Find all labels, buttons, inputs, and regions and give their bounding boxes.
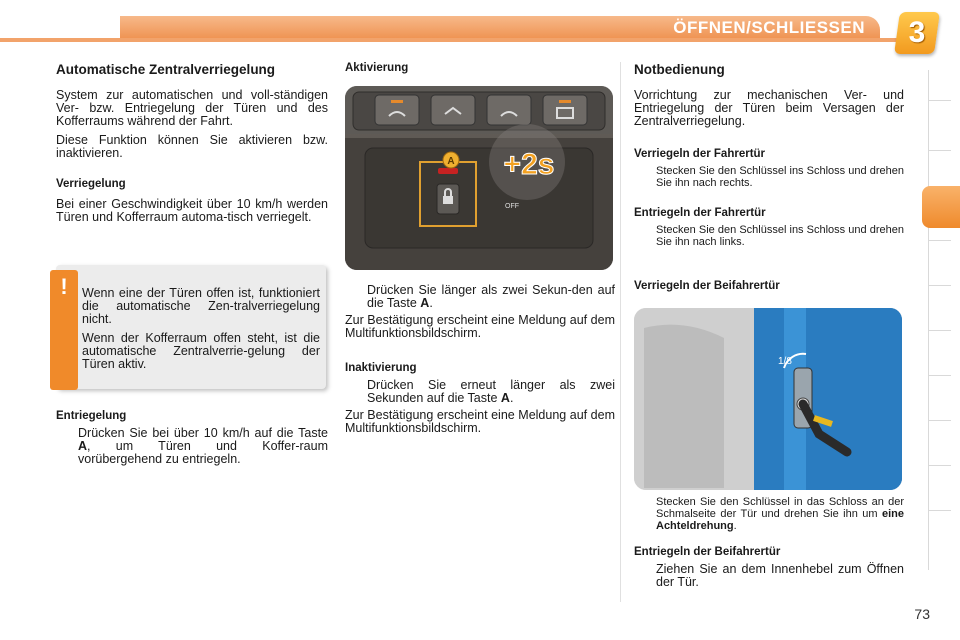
key-label: A <box>78 439 88 453</box>
tab-divider <box>929 240 951 241</box>
lock-driver-bullet <box>634 165 904 189</box>
key-label: A <box>500 391 510 405</box>
bullet-text-part: Drücken Sie länger als zwei Sekun-den auf die Taste <box>367 283 615 310</box>
callout-a: A <box>447 156 455 167</box>
lock-passenger-heading: Verriegeln der Beifahrertür <box>634 280 780 292</box>
header-underline <box>0 38 900 42</box>
tab-divider <box>929 465 951 466</box>
lock-heading: Verriegelung <box>56 178 126 190</box>
deactivate-heading: Inaktivierung <box>345 362 417 374</box>
deactivate-bullet <box>345 379 615 405</box>
emergency-title: Notbedienung <box>634 62 725 77</box>
bullet-icon <box>634 563 656 589</box>
tab-divider <box>929 420 951 421</box>
section-title: Automatische Zentralverriegelung <box>56 62 276 77</box>
tab-divider <box>929 150 951 151</box>
intro-paragraph-2: Diese Funktion können Sie aktivieren bzw. inaktivieren. <box>56 133 328 160</box>
bullet-icon <box>634 224 656 248</box>
exclamation-icon: ! <box>60 274 68 299</box>
unlock-passenger-heading: Entriegeln der Beifahrertür <box>634 546 781 558</box>
door-lock-illustration <box>634 308 902 490</box>
activate-heading-wrap <box>345 62 408 74</box>
bullet-text-part: Drücken Sie erneut länger als zwei Sekunden auf die Taste <box>367 378 615 405</box>
activate-heading: Aktivierung <box>345 62 409 74</box>
bullet-text-part: , um Türen und Koffer-raum vorübergehend zu entriegeln. <box>78 439 328 466</box>
left-column <box>56 62 328 224</box>
lock-text: Bei einer Geschwindigkeit über 10 km/h werden Türen und Kofferraum automa-tisch verriegelt. <box>56 197 328 224</box>
column-separator <box>620 62 621 602</box>
unlock-section <box>56 410 328 466</box>
lock-driver-heading: Verriegeln der Fahrertür <box>634 148 766 160</box>
unlock-passenger-bullet <box>634 563 904 589</box>
activate-bullet <box>345 284 615 310</box>
tab-divider <box>929 285 951 286</box>
bullet-text-bold: eine Achteldrehung <box>656 508 904 532</box>
activation-text <box>345 284 615 435</box>
bullet-text-part: . <box>429 296 433 310</box>
bullet-text-part: Stecken Sie den Schlüssel in das Schloss an der Schmalseite der Tür und drehen Sie ihn um <box>656 496 904 520</box>
bullet-text <box>367 284 615 310</box>
warning-text <box>82 287 320 371</box>
deactivate-confirm: Zur Bestätigung erscheint eine Meldung auf dem Multifunktionsbildschirm. <box>345 408 615 435</box>
bullet-text-part: . <box>733 520 737 532</box>
bullet-icon <box>634 165 656 189</box>
bullet-text <box>656 496 904 532</box>
bullet-icon <box>345 284 367 310</box>
page-title: ÖFFNEN/SCHLIESSEN <box>673 18 865 37</box>
bullet-text-part: . <box>509 391 514 405</box>
door-lock-photo <box>634 308 902 490</box>
bullet-text: Stecken Sie den Schlüssel ins Schloss und drehen Sie ihn nach links. <box>656 224 904 248</box>
bullet-text <box>78 427 328 466</box>
dashboard-illustration <box>345 86 613 270</box>
passenger-text <box>634 496 904 589</box>
tab-divider <box>929 330 951 331</box>
lock-passenger-bullet <box>634 496 904 532</box>
unlock-heading: Entriegelung <box>56 410 127 422</box>
rotation-label: 1/8 <box>778 356 792 367</box>
bullet-text: Ziehen Sie an dem Innenhebel zum Öffnen der Tür. <box>656 562 904 589</box>
bullet-icon <box>345 379 367 405</box>
emergency-intro: Vorrichtung zur mechanischen Ver- und Entriegelung der Türen beim Versagen der Zentralverriegelung. <box>634 88 904 128</box>
chapter-tab-active[interactable] <box>922 186 960 228</box>
chapter-number: 3 <box>908 16 926 49</box>
warning-paragraph-2: Wenn der Kofferraum offen steht, ist die automatische Zentralverrie-gelung der Türen aktiv. <box>82 331 320 371</box>
bullet-icon <box>634 496 656 532</box>
bullet-text-part: Drücken Sie bei über 10 km/h auf die Taste <box>78 426 328 440</box>
intro-paragraph: System zur automatischen und voll-ständigen Ver- bzw. Entriegelung der Türen und des Kofferraums während der Fahrt. <box>56 88 328 128</box>
unlock-bullet <box>56 427 328 466</box>
unlock-driver-bullet <box>634 224 904 248</box>
bullet-text <box>367 379 615 405</box>
right-column <box>634 62 904 292</box>
hold-duration-badge: +2s <box>503 148 555 181</box>
tab-divider <box>929 510 951 511</box>
unlock-driver-heading: Entriegeln der Fahrertür <box>634 207 766 219</box>
chapter-tabs <box>928 70 951 570</box>
warning-paragraph-1: Wenn eine der Türen offen ist, funktioniert die automatische Zen-tralverriegelung nicht. <box>82 286 320 326</box>
page-number: 73 <box>914 606 930 622</box>
tab-divider <box>929 100 951 101</box>
tab-divider <box>929 375 951 376</box>
activate-confirm: Zur Bestätigung erscheint eine Meldung auf dem Multifunktionsbildschirm. <box>345 313 615 340</box>
off-label: OFF <box>505 203 519 210</box>
bullet-icon <box>56 427 78 466</box>
dashboard-photo <box>345 86 613 270</box>
bullet-text: Stecken Sie den Schlüssel ins Schloss und drehen Sie ihn nach rechts. <box>656 165 904 189</box>
key-label: A <box>420 296 430 310</box>
